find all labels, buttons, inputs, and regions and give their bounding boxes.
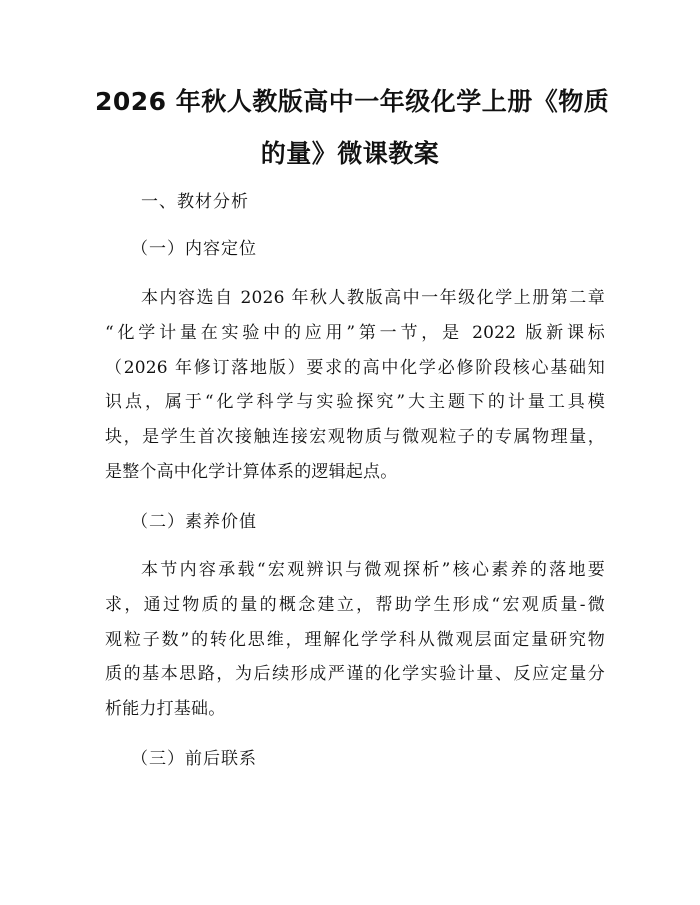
document-title-line-2: 的量》微课教案 — [260, 139, 440, 168]
paragraph-line: 观粒子数”的转化思维，理解化学学科从微观层面定量研究物 — [105, 630, 605, 650]
paragraph-line: 是整个高中化学计算体系的逻辑起点。 — [105, 462, 398, 482]
document-title-line-1: 2026 年秋人教版高中一年级化学上册《物质 — [95, 87, 610, 116]
subsection-heading-connections: （三）前后联系 — [131, 749, 257, 769]
subsection-heading-content-positioning: （一）内容定位 — [131, 239, 257, 259]
paragraph-line: 求，通过物质的量的概念建立，帮助学生形成“宏观质量-微 — [105, 595, 605, 615]
paragraph-line: 本内容选自 2026 年秋人教版高中一年级化学上册第二章 — [141, 288, 605, 308]
paragraph-line: 块，是学生首次接触连接宏观物质与微观粒子的专属物理量， — [105, 427, 605, 447]
section-heading-textbook-analysis: 一、教材分析 — [141, 192, 249, 212]
paragraph-line: 质的基本思路，为后续形成严谨的化学实验计量、反应定量分 — [105, 664, 605, 684]
paragraph-line: “化学计量在实验中的应用”第一节，是 2022 版新课标 — [105, 323, 605, 343]
paragraph-line: 析能力打基础。 — [105, 699, 226, 719]
paragraph-line: 识点，属于“化学科学与实验探究”大主题下的计量工具模 — [105, 392, 605, 412]
paragraph-line: （2026 年修订落地版）要求的高中化学必修阶段核心基础知 — [105, 358, 605, 378]
subsection-heading-literacy-value: （二）素养价值 — [131, 512, 257, 532]
paragraph-line: 本节内容承载“宏观辨识与微观探析”核心素养的落地要 — [141, 560, 605, 580]
